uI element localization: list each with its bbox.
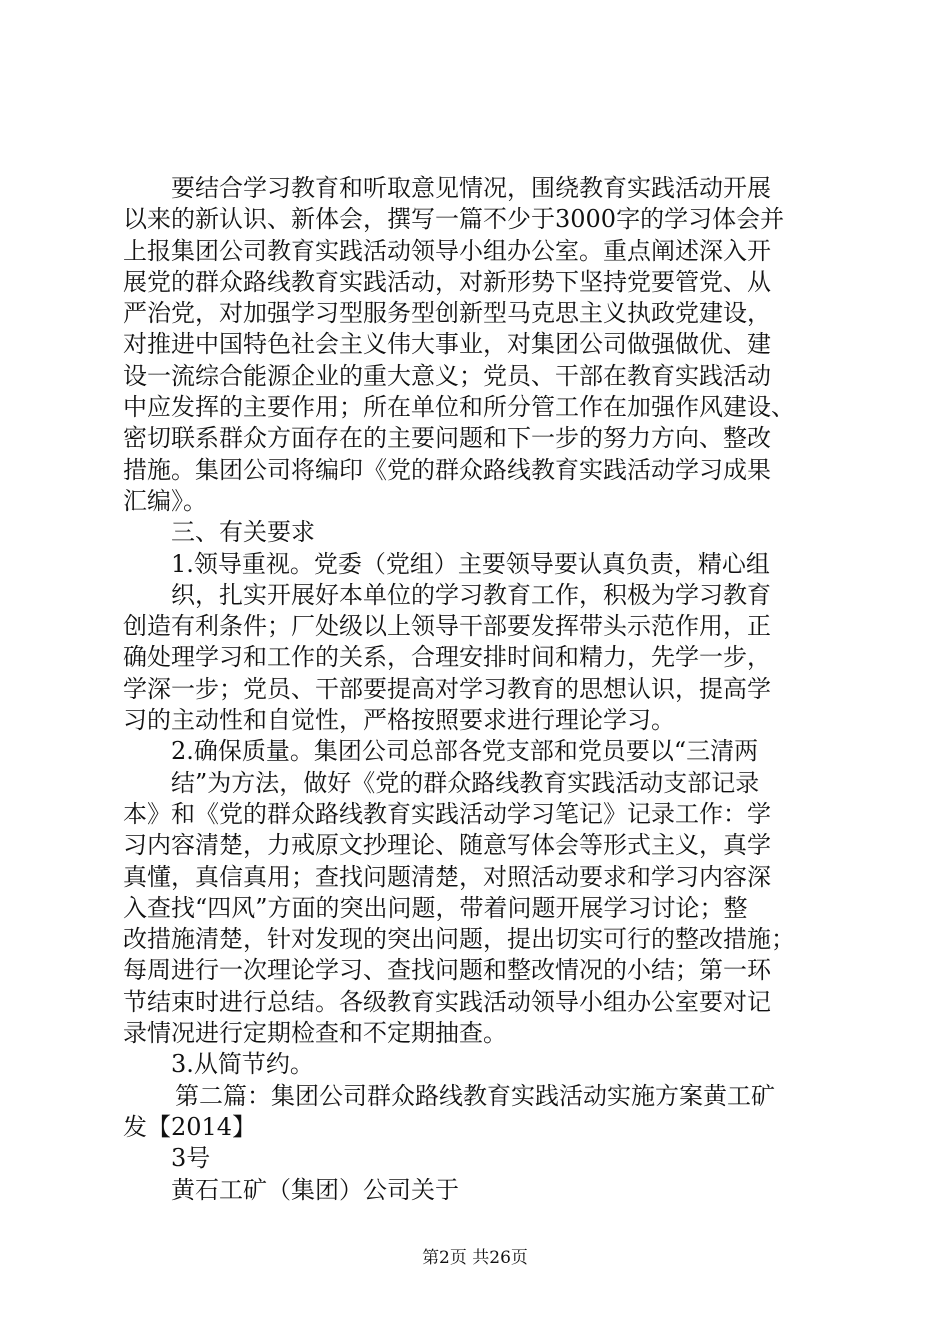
text-line: 创造有利条件；厂处级以上领导干部要发挥带头示范作用，正 [123,612,771,641]
text-line: 黄石工矿（集团）公司关于 [171,1175,459,1204]
document-body [123,173,833,1206]
text-line: 展党的群众路线教育实践活动，对新形势下坚持党要管党、从 [123,267,771,296]
text-line: 习内容清楚，力戒原文抄理论、随意写体会等形式主义，真学 [123,831,771,860]
text-line: 1.领导重视。党委（党组）主要领导要认真负责，精心组 [171,549,770,578]
text-line: 3.从简节约。 [171,1050,314,1079]
text-line: 录情况进行定期检查和不定期抽查。 [123,1019,507,1048]
page-number-footer: 第2页 共26页 [422,1248,528,1268]
text-line: 中应发挥的主要作用；所在单位和所分管工作在加强作风建设、 [123,393,795,422]
text-line: 要结合学习教育和听取意见情况，围绕教育实践活动开展 [171,174,771,202]
text-line: 2.确保质量。集团公司总部各党支部和党员要以“三清两 [171,737,759,766]
text-line: 每周进行一次理论学习、查找问题和整改情况的小结；第一环 [123,956,771,985]
text-line: 以来的新认识、新体会，撰写一篇不少于3000字的学习体会并 [123,205,785,234]
section-heading: 三、有关要求 [171,518,315,547]
chapter-title-cont: 发【2014】 [123,1112,257,1141]
text-line: 设一流综合能源企业的重大意义；党员、干部在教育实践活动 [123,361,771,390]
text-line: 织，扎实开展好本单位的学习教育工作，积极为学习教育 [171,580,771,609]
text-line: 真懂，真信真用；查找问题清楚，对照活动要求和学习内容深 [123,862,771,891]
text-line: 措施。集团公司将编印《党的群众路线教育实践活动学习成果 [123,455,771,484]
text-line: 习的主动性和自觉性，严格按照要求进行理论学习。 [123,706,675,735]
text-line: 改措施清楚，针对发现的突出问题，提出切实可行的整改措施； [123,925,795,954]
chapter-title: 第二篇：集团公司群众路线教育实践活动实施方案黄工矿 [175,1081,775,1110]
text-line: 确处理学习和工作的关系，合理安排时间和精力，先学一步， [123,643,771,672]
text-line: 结”为方法，做好《党的群众路线教育实践活动支部记录 [171,768,760,797]
text-line: 汇编》。 [123,486,207,515]
text-line: 本》和《党的群众路线教育实践活动学习笔记》记录工作：学 [123,799,771,828]
text-line: 学深一步；党员、干部要提高对学习教育的思想认识，提高学 [123,674,771,703]
text-line: 上报集团公司教育实践活动领导小组办公室。重点阐述深入开 [123,236,771,265]
text-line: 3号 [171,1144,211,1173]
text-line: 严治党，对加强学习型服务型创新型马克思主义执政党建设， [123,299,771,328]
text-line: 节结束时进行总结。各级教育实践活动领导小组办公室要对记 [123,987,771,1016]
text-line: 入查找“四风”方面的突出问题，带着问题开展学习讨论；整 [123,893,748,922]
text-line: 对推进中国特色社会主义伟大事业，对集团公司做强做优、建 [123,330,771,359]
text-line: 密切联系群众方面存在的主要问题和下一步的努力方向、整改 [123,424,771,453]
